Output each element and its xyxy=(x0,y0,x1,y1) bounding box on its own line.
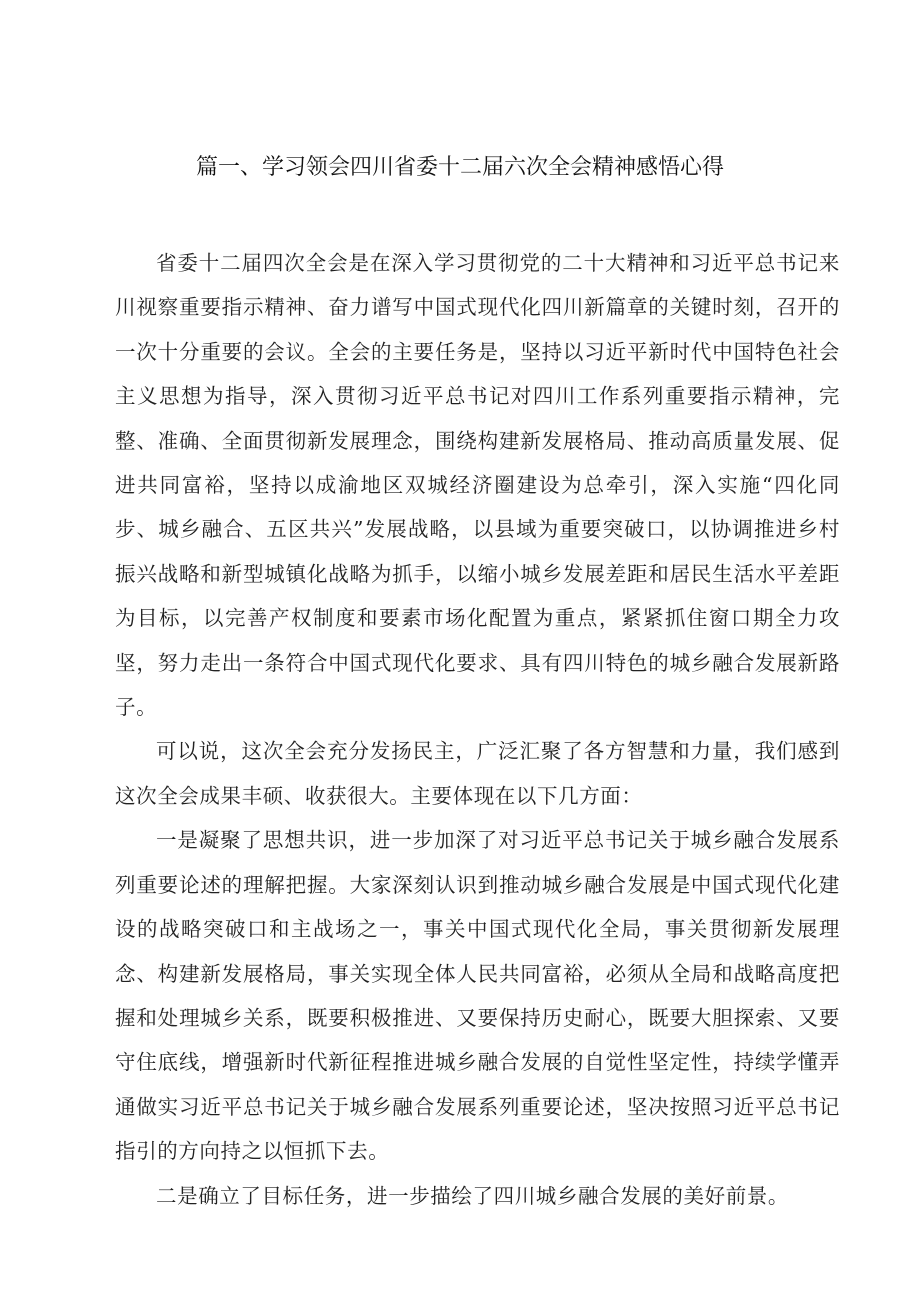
paragraph-intro: 省委十二届四次全会是在深入学习贯彻党的二十大精神和习近平总书记来川视察重要指示精神、奋力谱写中国式现代化四川新篇章的关键时刻，召开的一次十分重要的会议。全会的主要任务是，坚持以习近平新时代中国特色社会主义思想为指导，深入贯彻习近平总书记对四川工作系列重要指示精神，完整、准确、全面贯彻新发展理念，围绕构建新发展格局、推动高质量发展、促进共同富裕，坚持以成渝地区双城经济圈建设为总牵引，深入实施“四化同步、城乡融合、五区共兴”发展战略，以县域为重要突破口，以协调推进乡村振兴战略和新型城镇化战略为抓手，以缩小城乡发展差距和居民生活水平差距为目标，以完善产权制度和要素市场化配置为重点，紧紧抓住窗口期全力攻坚，努力走出一条符合中国式现代化要求、具有四川特色的城乡融合发展新路子。 xyxy=(115,251,840,720)
paragraph-point-two: 二是确立了目标任务，进一步描绘了四川城乡融合发展的美好前景。 xyxy=(156,1183,789,1208)
paragraph-summary: 可以说，这次全会充分发扬民主，广泛汇聚了各方智慧和力量，我们感到这次全会成果丰硕、收获很大。主要体现在以下几方面： xyxy=(115,739,840,808)
document-title: 篇一、学习领会四川省委十二届六次全会精神感悟心得 xyxy=(195,155,724,180)
document-body xyxy=(115,241,840,1218)
paragraph-point-one: 一是凝聚了思想共识，进一步加深了对习近平总书记关于城乡融合发展系列重要论述的理解把握。大家深刻认识到推动城乡融合发展是中国式现代化建设的战略突破口和主战场之一，事关中国式现代化全局，事关贯彻新发展理念、构建新发展格局，事关实现全体人民共同富裕，必须从全局和战略高度把握和处理城乡关系，既要积极推进、又要保持历史耐心，既要大胆探索、又要守住底线，增强新时代新征程推进城乡融合发展的自觉性坚定性，持续学懂弄通做实习近平总书记关于城乡融合发展系列重要论述，坚决按照习近平总书记指引的方向持之以恒抓下去。 xyxy=(115,828,840,1164)
